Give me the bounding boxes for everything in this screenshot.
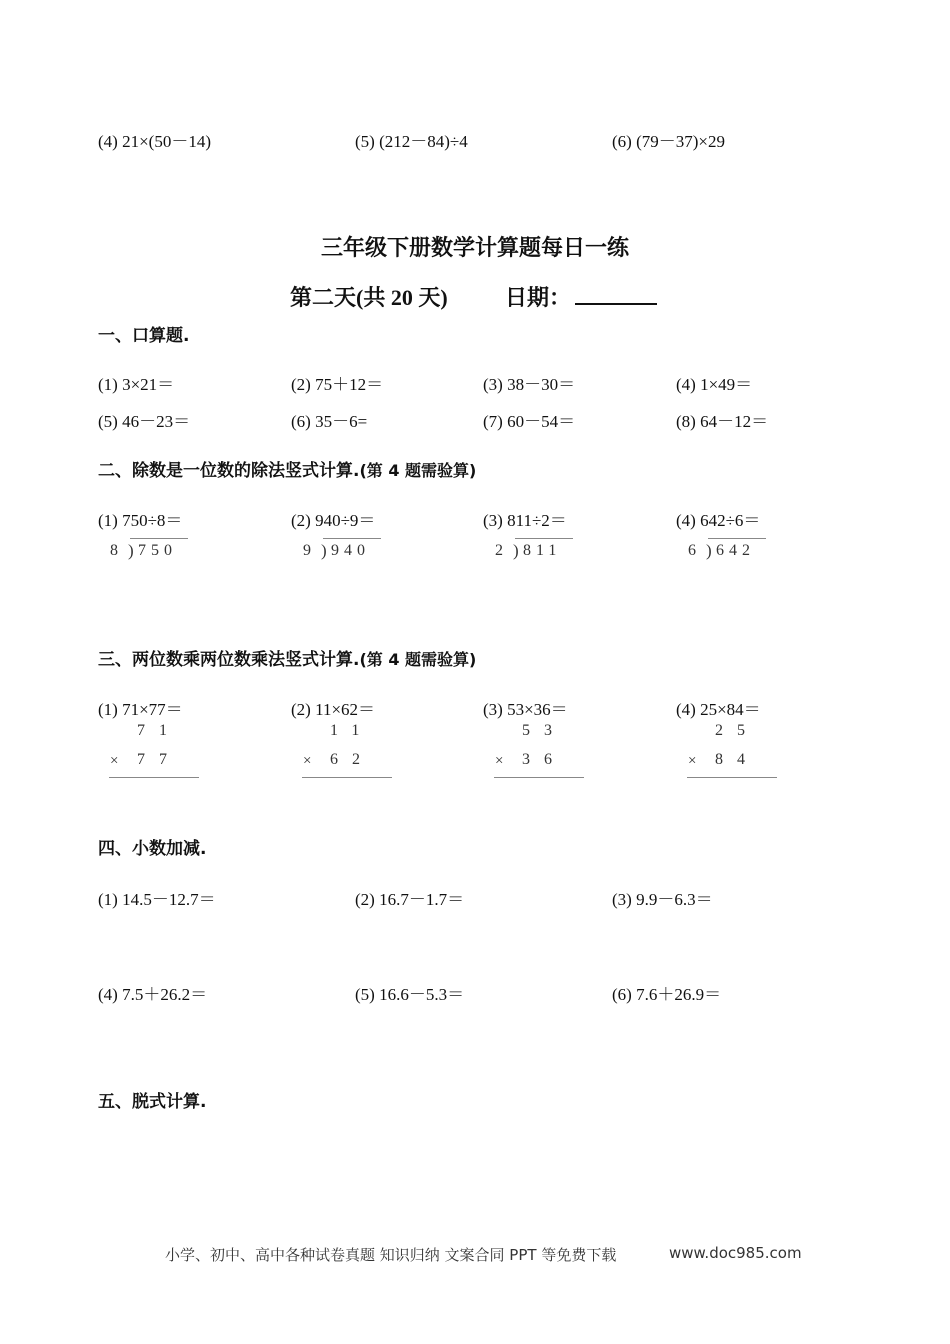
s4-problem-5: (5) 16.6－5.3＝ (355, 985, 465, 1004)
s4-problem-4: (4) 7.5＋26.2＝ (98, 985, 208, 1004)
footer-text: 小学、初中、高中各种试卷真题 知识归纳 文案合同 PPT 等免费下载 (165, 1246, 617, 1264)
s2-problem-4-label: (4) 642÷6＝ (676, 511, 761, 530)
s2-problem-1-label: (1) 750÷8＝ (98, 511, 183, 530)
s1-problem-3: (3) 38－30＝ (483, 375, 576, 394)
multiplicand: 11 (330, 722, 374, 739)
vertical-multiplication-3 (483, 722, 578, 782)
long-division-1 (98, 538, 188, 568)
multiplier: 84 (715, 751, 759, 768)
s4-problem-1: (1) 14.5－12.7＝ (98, 890, 216, 909)
divisor: 8 (110, 542, 118, 559)
problem-top-4: (4) 21×(50－14) (98, 132, 211, 151)
divisor: 9 (303, 542, 311, 559)
s1-problem-7: (7) 60－54＝ (483, 412, 576, 431)
long-division-4 (676, 538, 766, 568)
dividend: 642 (716, 542, 755, 559)
multiplicand: 71 (137, 722, 181, 739)
multiplicand: 25 (715, 722, 759, 739)
result-line (302, 777, 392, 778)
s2-problem-2-label: (2) 940÷9＝ (291, 511, 376, 530)
s1-problem-4: (4) 1×49＝ (676, 375, 753, 394)
divisor: 2 (495, 542, 503, 559)
section1-heading: 一、口算题. (98, 326, 190, 346)
date-label: 日期： (505, 285, 572, 310)
division-bar (130, 538, 188, 539)
s3-problem-2-label: (2) 11×62＝ (291, 700, 376, 719)
s3-problem-1-label: (1) 71×77＝ (98, 700, 183, 719)
s1-problem-5: (5) 46－23＝ (98, 412, 191, 431)
s4-problem-3: (3) 9.9－6.3＝ (612, 890, 713, 909)
dividend: 811 (523, 542, 562, 559)
multiplier: 36 (522, 751, 566, 768)
result-line (109, 777, 199, 778)
divisor: 6 (688, 542, 696, 559)
division-bar (515, 538, 573, 539)
times-sign: × (495, 753, 504, 769)
s4-problem-2: (2) 16.7－1.7＝ (355, 890, 465, 909)
vertical-multiplication-4 (676, 722, 771, 782)
vertical-multiplication-1 (98, 722, 193, 782)
section3-note: (第 4 题需验算) (359, 650, 477, 669)
dividend: 750 (138, 542, 177, 559)
long-division-2 (291, 538, 381, 568)
section3-heading (98, 645, 476, 670)
division-bar (708, 538, 766, 539)
date-row (505, 281, 657, 312)
multiplier: 62 (330, 751, 374, 768)
problem-top-5: (5) (212－84)÷4 (355, 132, 468, 151)
division-bracket: ) (321, 541, 327, 560)
s1-problem-6: (6) 35－6= (291, 412, 368, 431)
long-division-3 (483, 538, 573, 568)
section2-note: (第 4 题需验算) (359, 461, 477, 480)
s2-problem-3-label: (3) 811÷2＝ (483, 511, 567, 530)
s1-problem-8: (8) 64－12＝ (676, 412, 769, 431)
times-sign: × (303, 753, 312, 769)
day-label: 第二天(共 20 天) (290, 285, 448, 310)
problem-top-6: (6) (79－37)×29 (612, 132, 725, 151)
section5-heading: 五、脱式计算. (98, 1092, 207, 1112)
times-sign: × (110, 753, 119, 769)
s3-problem-4-label: (4) 25×84＝ (676, 700, 761, 719)
s4-problem-6: (6) 7.6＋26.9＝ (612, 985, 722, 1004)
page-title: 三年级下册数学计算题每日一练 (320, 235, 629, 260)
result-line (494, 777, 584, 778)
s1-problem-1: (1) 3×21＝ (98, 375, 175, 394)
section4-heading: 四、小数加减. (98, 839, 207, 859)
dividend: 940 (331, 542, 370, 559)
division-bracket: ) (706, 541, 712, 560)
multiplier: 77 (137, 751, 181, 768)
section3-title: 三、两位数乘两位数乘法竖式计算. (98, 650, 360, 670)
vertical-multiplication-2 (291, 722, 386, 782)
division-bar (323, 538, 381, 539)
division-bracket: ) (128, 541, 134, 560)
section2-title: 二、除数是一位数的除法竖式计算. (98, 461, 360, 481)
result-line (687, 777, 777, 778)
times-sign: × (688, 753, 697, 769)
footer-url[interactable]: www.doc985.com (669, 1244, 802, 1262)
division-bracket: ) (513, 541, 519, 560)
s1-problem-2: (2) 75＋12＝ (291, 375, 384, 394)
multiplicand: 53 (522, 722, 566, 739)
s3-problem-3-label: (3) 53×36＝ (483, 700, 568, 719)
section2-heading (98, 456, 476, 481)
date-blank[interactable] (575, 285, 657, 305)
